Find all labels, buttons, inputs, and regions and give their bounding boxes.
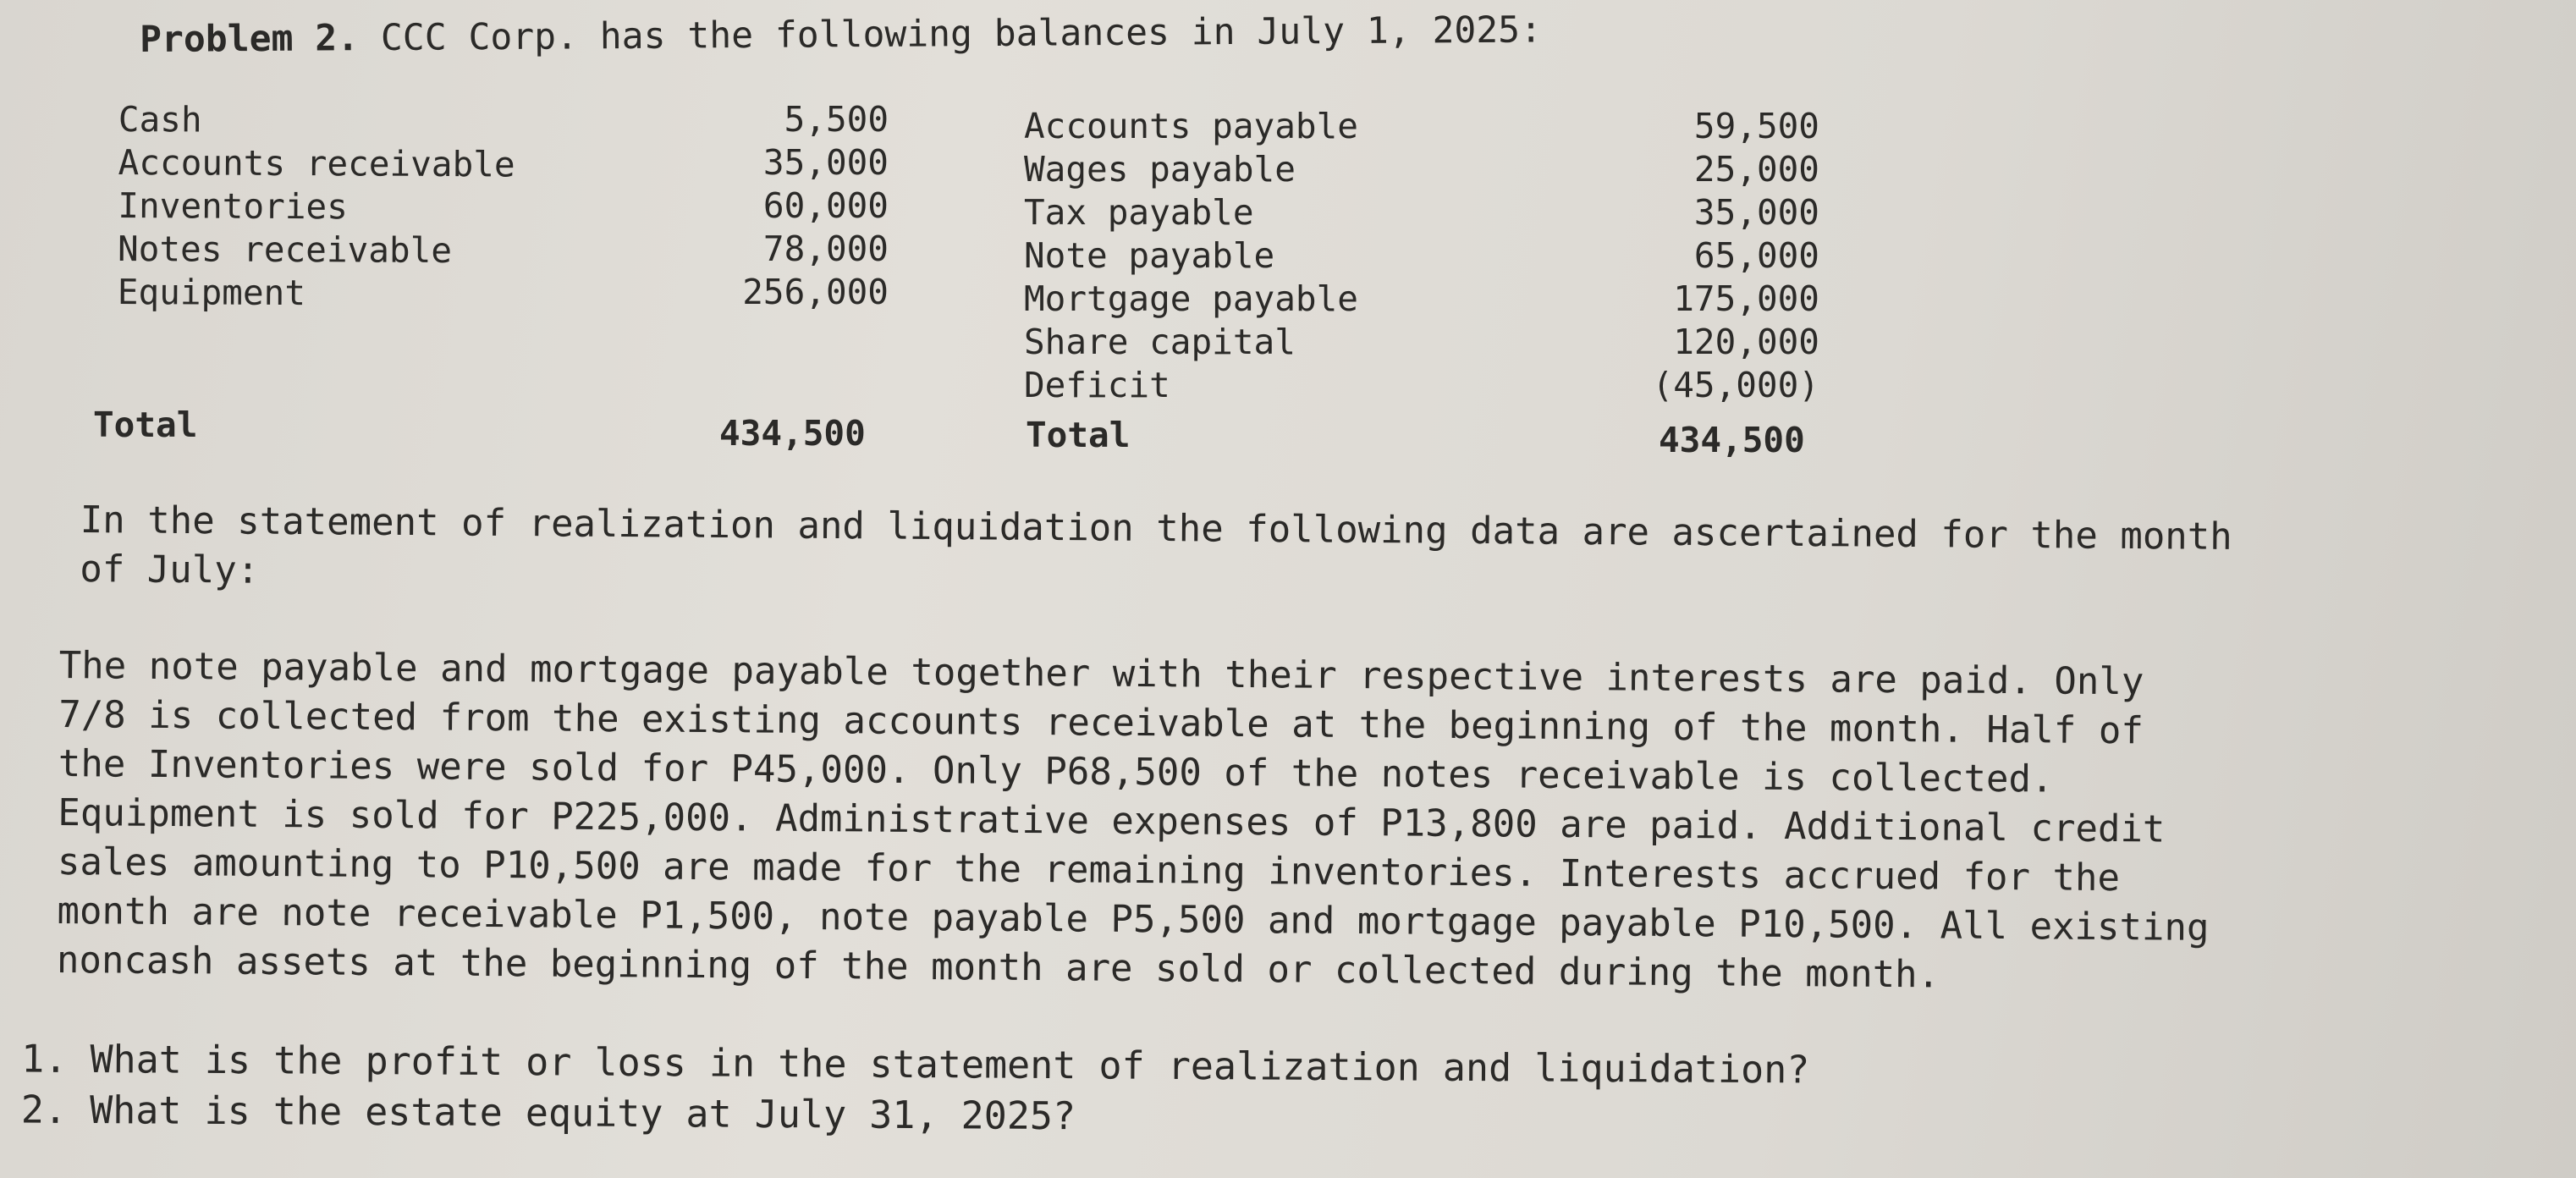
balance-label: Inventories xyxy=(118,184,348,228)
balance-label: Mortgage payable xyxy=(1024,278,1358,319)
balance-label: Note payable xyxy=(1024,235,1275,276)
problem-heading xyxy=(140,8,1542,61)
balance-amount: 175,000 xyxy=(1673,278,1819,319)
balance-label: Accounts payable xyxy=(1024,106,1358,146)
assets-labels xyxy=(118,98,515,316)
right-total-amount: 434,500 xyxy=(1659,420,1805,460)
paragraph-line: of July: xyxy=(80,547,260,592)
paragraph-line: the Inventories were sold for P45,000. Only P68,500 of the notes receivable is collected. xyxy=(58,741,2054,801)
right-total-label: Total xyxy=(1026,415,1131,455)
balance-label: Tax payable xyxy=(1024,192,1254,233)
paragraph-line: In the statement of realization and liquidation the following data are ascertained for the month xyxy=(80,498,2232,559)
paragraph-line: noncash assets at the beginning of the month are sold or collected during the month. xyxy=(56,938,1940,997)
intro-paragraph xyxy=(80,496,2232,611)
balance-label: Wages payable xyxy=(1024,149,1296,190)
balance-label: Equipment xyxy=(117,271,306,314)
problem-label: Problem 2. xyxy=(140,17,360,61)
balance-amount: 59,500 xyxy=(1693,106,1819,146)
balance-label: Cash xyxy=(118,98,202,140)
balance-amount: 25,000 xyxy=(1693,149,1819,190)
balance-amount: 65,000 xyxy=(1693,235,1819,276)
balance-amount: 5,500 xyxy=(784,99,889,140)
problem-intro: CCC Corp. has the following balances in July 1, 2025: xyxy=(380,8,1543,60)
balance-label: Notes receivable xyxy=(117,228,453,272)
balance-amount: 256,000 xyxy=(742,272,889,312)
left-total-amount: 434,500 xyxy=(719,413,866,454)
transactions-paragraph xyxy=(57,641,2211,1002)
paragraph-line: month are note receivable P1,500, note payable P5,500 and mortgage payable P10,500. All existing xyxy=(57,889,2210,950)
paragraph-line: The note payable and mortgage payable together with their respective interests are paid. Only xyxy=(58,643,2144,704)
balance-label: Deficit xyxy=(1024,365,1170,405)
assets-amounts xyxy=(711,98,889,314)
paragraph-line: 7/8 is collected from the existing accounts receivable at the beginning of the month. Half of xyxy=(58,692,2144,753)
paragraph-line: Equipment is sold for P225,000. Administrative expenses of P13,800 are paid. Additional credit xyxy=(58,790,2166,851)
question-item: 2. What is the estate equity at July 31, 2025? xyxy=(20,1087,1076,1139)
liabilities-labels xyxy=(1024,105,1358,407)
balance-amount: 60,000 xyxy=(762,185,889,226)
balance-amount: 35,000 xyxy=(762,142,889,183)
balance-label: Accounts receivable xyxy=(118,141,515,185)
questions-list xyxy=(21,1034,1810,1147)
balance-amount: 78,000 xyxy=(762,228,889,269)
question-item: 1. What is the profit or loss in the statement of realization and liquidation? xyxy=(21,1036,1810,1093)
paragraph-line: sales amounting to P10,500 are made for the remaining inventories. Interests accrued for the xyxy=(57,839,2121,900)
balance-amount: (45,000) xyxy=(1652,365,1819,405)
liabilities-amounts xyxy=(1608,105,1819,407)
balance-amount: 35,000 xyxy=(1693,192,1819,233)
balance-amount: 120,000 xyxy=(1673,322,1819,362)
balance-label: Share capital xyxy=(1024,322,1296,362)
left-total-label: Total xyxy=(93,405,198,445)
